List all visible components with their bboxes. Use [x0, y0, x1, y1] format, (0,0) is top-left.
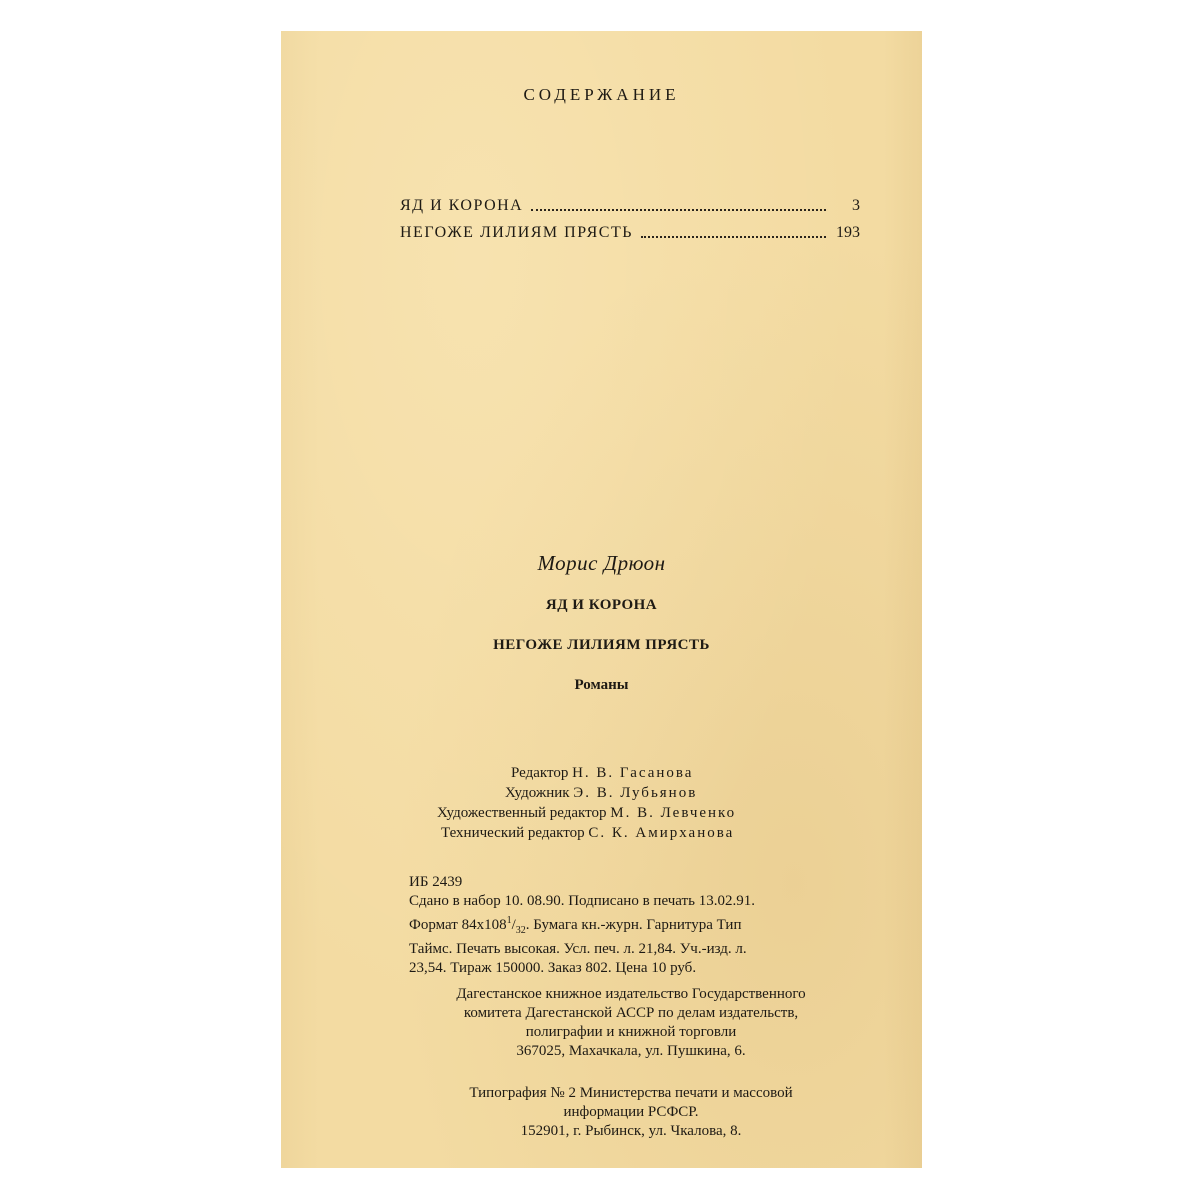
publisher-line: Дагестанское книжное издательство Государственного	[456, 986, 806, 1002]
toc-entry-title: НЕГОЖЕ ЛИЛИЯМ ПРЯСТЬ	[400, 224, 633, 241]
credit-name: Н. В. Гасанова	[572, 765, 694, 781]
publisher-address: 367025, Махачкала, ул. Пушкина, 6.	[516, 1043, 746, 1059]
credit-name: С. К. Амирханова	[588, 825, 735, 841]
imprint-block	[409, 873, 869, 978]
printer-address: 152901, г. Рыбинск, ул. Чкалова, 8.	[520, 1123, 742, 1139]
toc-entry-page: 193	[836, 224, 860, 241]
credit-role: Художник	[505, 785, 570, 801]
credit-line	[431, 763, 851, 783]
credit-line	[431, 783, 851, 803]
printer-block	[391, 1084, 871, 1141]
credit-role: Редактор	[511, 765, 569, 781]
toc-entry-title: ЯД И КОРОНА	[400, 197, 524, 214]
publisher-line: полиграфии и книжной торговли	[525, 1024, 737, 1040]
toc-entry	[400, 191, 860, 215]
credit-line	[431, 803, 851, 823]
format-slash: /	[511, 917, 516, 933]
imprint-line: 23,54. Тираж 150000. Заказ 802. Цена 10 руб.	[409, 960, 697, 976]
toc-entry-page: 3	[852, 197, 860, 214]
credit-line	[431, 823, 851, 843]
book-title: НЕГОЖЕ ЛИЛИЯМ ПРЯСТЬ	[493, 637, 710, 653]
format-sup: 1	[506, 915, 512, 926]
credit-role: Технический редактор	[441, 825, 585, 841]
book-genre: Романы	[574, 677, 629, 693]
credits-block	[431, 763, 851, 843]
toc-heading: СОДЕРЖАНИЕ	[523, 85, 680, 104]
toc-entry	[400, 218, 860, 242]
printer-line: Типография № 2 Министерства печати и массовой	[469, 1085, 793, 1101]
author-name: Морис Дрюон	[537, 551, 666, 575]
publisher-block	[391, 985, 871, 1061]
toc-leader-dots	[641, 235, 826, 238]
book-title: ЯД И КОРОНА	[545, 597, 658, 613]
credit-role: Художественный редактор	[437, 805, 607, 821]
publisher-line: комитета Дагестанской АССР по делам издательств,	[463, 1005, 799, 1021]
credit-name: Э. В. Лубьянов	[573, 785, 698, 801]
book-page	[281, 31, 922, 1168]
toc-leader-dots	[531, 208, 826, 211]
imprint-line: Сдано в набор 10. 08.90. Подписано в печать 13.02.91.	[409, 893, 755, 909]
imprint-ib: ИБ 2439	[409, 874, 463, 890]
imprint-format-line	[409, 911, 869, 940]
credit-name: М. В. Левченко	[610, 805, 737, 821]
format-text-rest: . Бумага кн.-журн. Гарнитура Тип	[525, 917, 742, 933]
printer-line: информации РСФСР.	[563, 1104, 699, 1120]
format-text: Формат 84x108	[409, 917, 507, 933]
imprint-line: Таймс. Печать высокая. Усл. печ. л. 21,84. Уч.-изд. л.	[409, 941, 747, 957]
format-sub: 32	[515, 925, 526, 936]
